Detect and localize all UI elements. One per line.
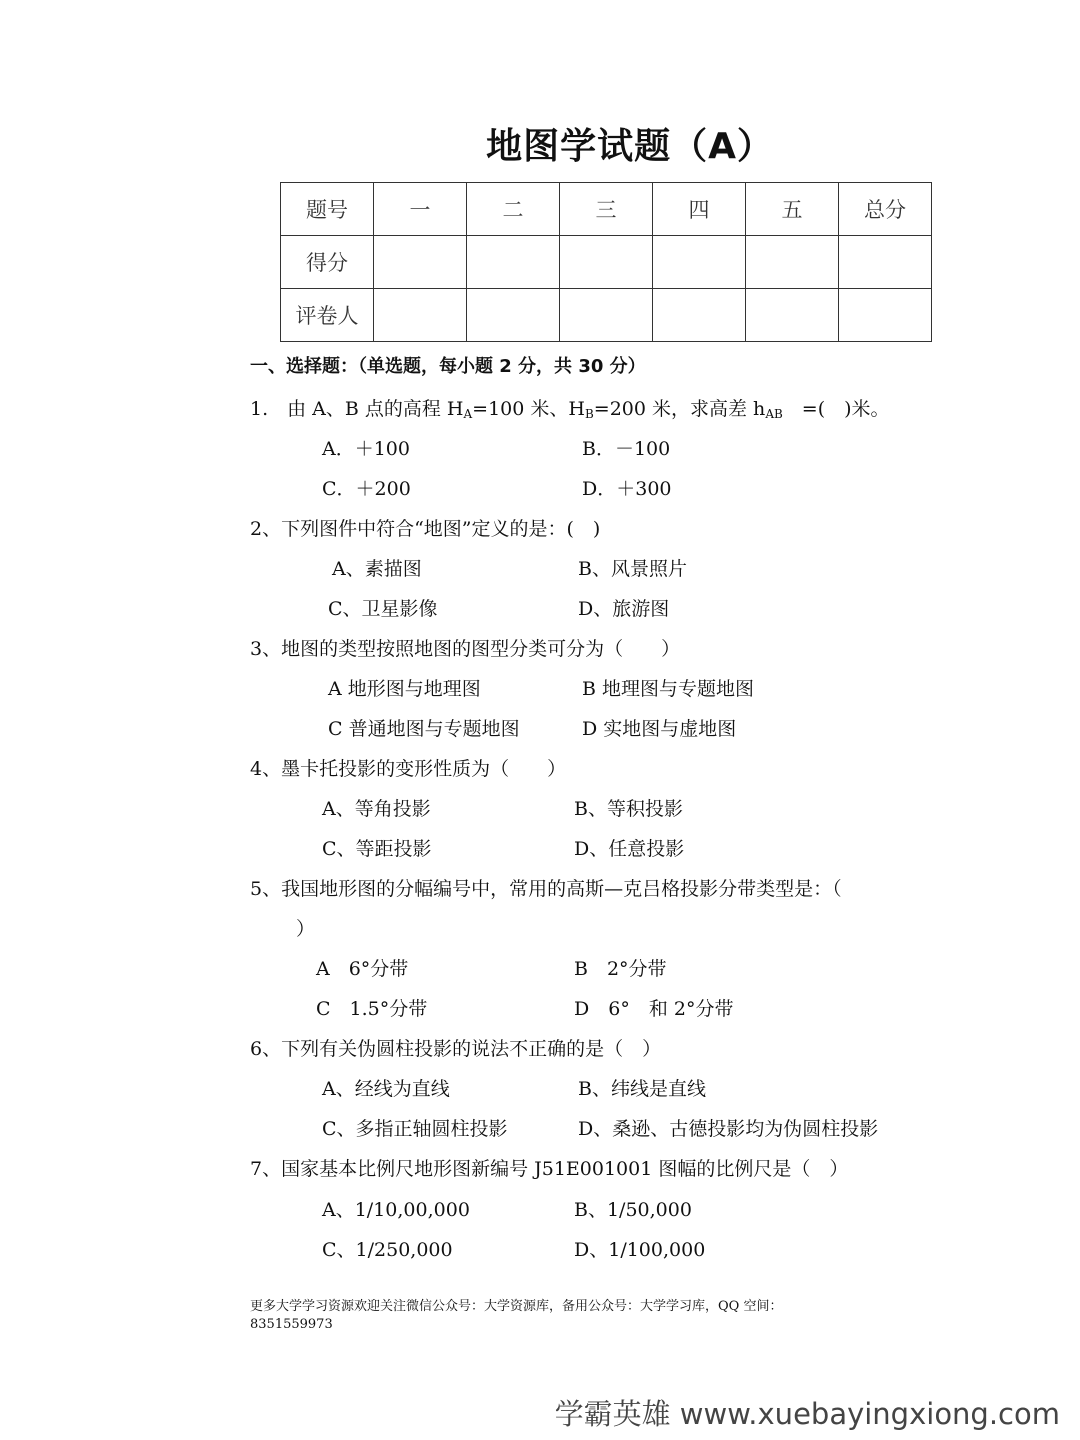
cell-header-label: 题号 bbox=[281, 183, 374, 236]
question-2-stem: 2、下列图件中符合“地图”定义的是：( ) bbox=[250, 518, 601, 540]
question-3-option-c: C 普通地图与专题地图 bbox=[328, 718, 520, 740]
cell-header-total: 总分 bbox=[839, 183, 932, 236]
question-5-stem-continued: ） bbox=[296, 918, 316, 940]
cell-header-4: 四 bbox=[653, 183, 746, 236]
grader-cell bbox=[653, 289, 746, 342]
grader-cell bbox=[560, 289, 653, 342]
question-4-option-c: C、等距投影 bbox=[322, 838, 432, 860]
footer-note bbox=[250, 1298, 782, 1334]
question-4-option-a: A、等角投影 bbox=[322, 798, 431, 820]
q1-text-4: =( )米。 bbox=[782, 398, 890, 420]
q1-text-3: =200 米，求高差 h bbox=[593, 398, 766, 420]
footer-line-1: 更多大学学习资源欢迎关注微信公众号：大学资源库，备用公众号：大学学习库，QQ 空间： bbox=[250, 1299, 783, 1314]
cell-header-1: 一 bbox=[374, 183, 467, 236]
question-6-option-c: C、多指正轴圆柱投影 bbox=[322, 1118, 508, 1140]
question-1-option-d: D．＋300 bbox=[582, 478, 672, 500]
q1-text-1: 1. 由 A、B 点的高程 H bbox=[250, 398, 464, 420]
score-table-header-row bbox=[281, 183, 932, 236]
grader-cell bbox=[746, 289, 839, 342]
q1-sub-ab: AB bbox=[765, 407, 783, 421]
grader-cell bbox=[374, 289, 467, 342]
score-table bbox=[280, 182, 932, 342]
grader-cell bbox=[839, 289, 932, 342]
question-4-option-d: D、任意投影 bbox=[574, 838, 685, 860]
question-2-option-a: A、素描图 bbox=[332, 558, 422, 580]
question-1-stem bbox=[250, 394, 890, 421]
question-3-option-b: B 地理图与专题地图 bbox=[582, 678, 755, 700]
question-1-option-c: C．＋200 bbox=[322, 478, 411, 500]
grader-row bbox=[281, 289, 932, 342]
question-6-option-d: D、桑逊、古德投影均为伪圆柱投影 bbox=[578, 1118, 879, 1140]
score-cell bbox=[653, 236, 746, 289]
question-2-option-c: C、卫星影像 bbox=[328, 598, 438, 620]
question-7-option-b: B、1/50,000 bbox=[574, 1199, 692, 1221]
grader-row-label: 评卷人 bbox=[281, 289, 374, 342]
grader-cell bbox=[467, 289, 560, 342]
question-1-option-a: A．＋100 bbox=[322, 438, 410, 460]
question-3-option-d: D 实地图与虚地图 bbox=[582, 718, 737, 740]
q1-text-2: =100 米、H bbox=[472, 398, 585, 420]
score-cell bbox=[746, 236, 839, 289]
cell-header-3: 三 bbox=[560, 183, 653, 236]
question-2-option-b: B、风景照片 bbox=[578, 558, 687, 580]
question-3-option-a: A 地形图与地理图 bbox=[328, 678, 481, 700]
section-heading: 一、选择题：（单选题，每小题 2 分，共 30 分） bbox=[250, 356, 646, 377]
watermark: 学霸英雄 www.xuebayingxiong.com bbox=[554, 1397, 1060, 1431]
cell-header-5: 五 bbox=[746, 183, 839, 236]
page-title: 地图学试题（A） bbox=[486, 126, 774, 167]
question-6-option-a: A、经线为直线 bbox=[322, 1078, 450, 1100]
question-4-option-b: B、等积投影 bbox=[574, 798, 683, 820]
question-3-stem: 3、地图的类型按照地图的图型分类可分为（ ） bbox=[250, 638, 681, 660]
question-2-option-d: D、旅游图 bbox=[578, 598, 670, 620]
cell-header-2: 二 bbox=[467, 183, 560, 236]
score-cell bbox=[374, 236, 467, 289]
question-6-stem: 6、下列有关伪圆柱投影的说法不正确的是（ ） bbox=[250, 1038, 662, 1060]
question-4-stem: 4、墨卡托投影的变形性质为（ ） bbox=[250, 758, 567, 780]
footer-line-2: 8351559973 bbox=[250, 1317, 333, 1332]
score-row-label: 得分 bbox=[281, 236, 374, 289]
score-row bbox=[281, 236, 932, 289]
question-5-option-b: B 2°分带 bbox=[574, 958, 667, 980]
q1-sub-a: A bbox=[463, 407, 473, 421]
question-5-stem: 5、我国地形图的分幅编号中，常用的高斯—克吕格投影分带类型是：（ bbox=[250, 878, 842, 900]
score-cell bbox=[839, 236, 932, 289]
q1-sub-b: B bbox=[584, 407, 594, 421]
question-7-option-a: A、1/10,00,000 bbox=[322, 1199, 470, 1221]
score-cell bbox=[467, 236, 560, 289]
question-5-option-a: A 6°分带 bbox=[316, 958, 409, 980]
score-cell bbox=[560, 236, 653, 289]
question-7-option-c: C、1/250,000 bbox=[322, 1239, 453, 1261]
question-5-option-c: C 1.5°分带 bbox=[316, 998, 428, 1020]
question-7-option-d: D、1/100,000 bbox=[574, 1239, 706, 1261]
question-7-stem: 7、国家基本比例尺地形图新编号 J51E001001 图幅的比例尺是（ ） bbox=[250, 1158, 849, 1180]
question-6-option-b: B、纬线是直线 bbox=[578, 1078, 706, 1100]
question-1-option-b: B．－100 bbox=[582, 438, 671, 460]
question-5-option-d: D 6° 和 2°分带 bbox=[574, 998, 734, 1020]
